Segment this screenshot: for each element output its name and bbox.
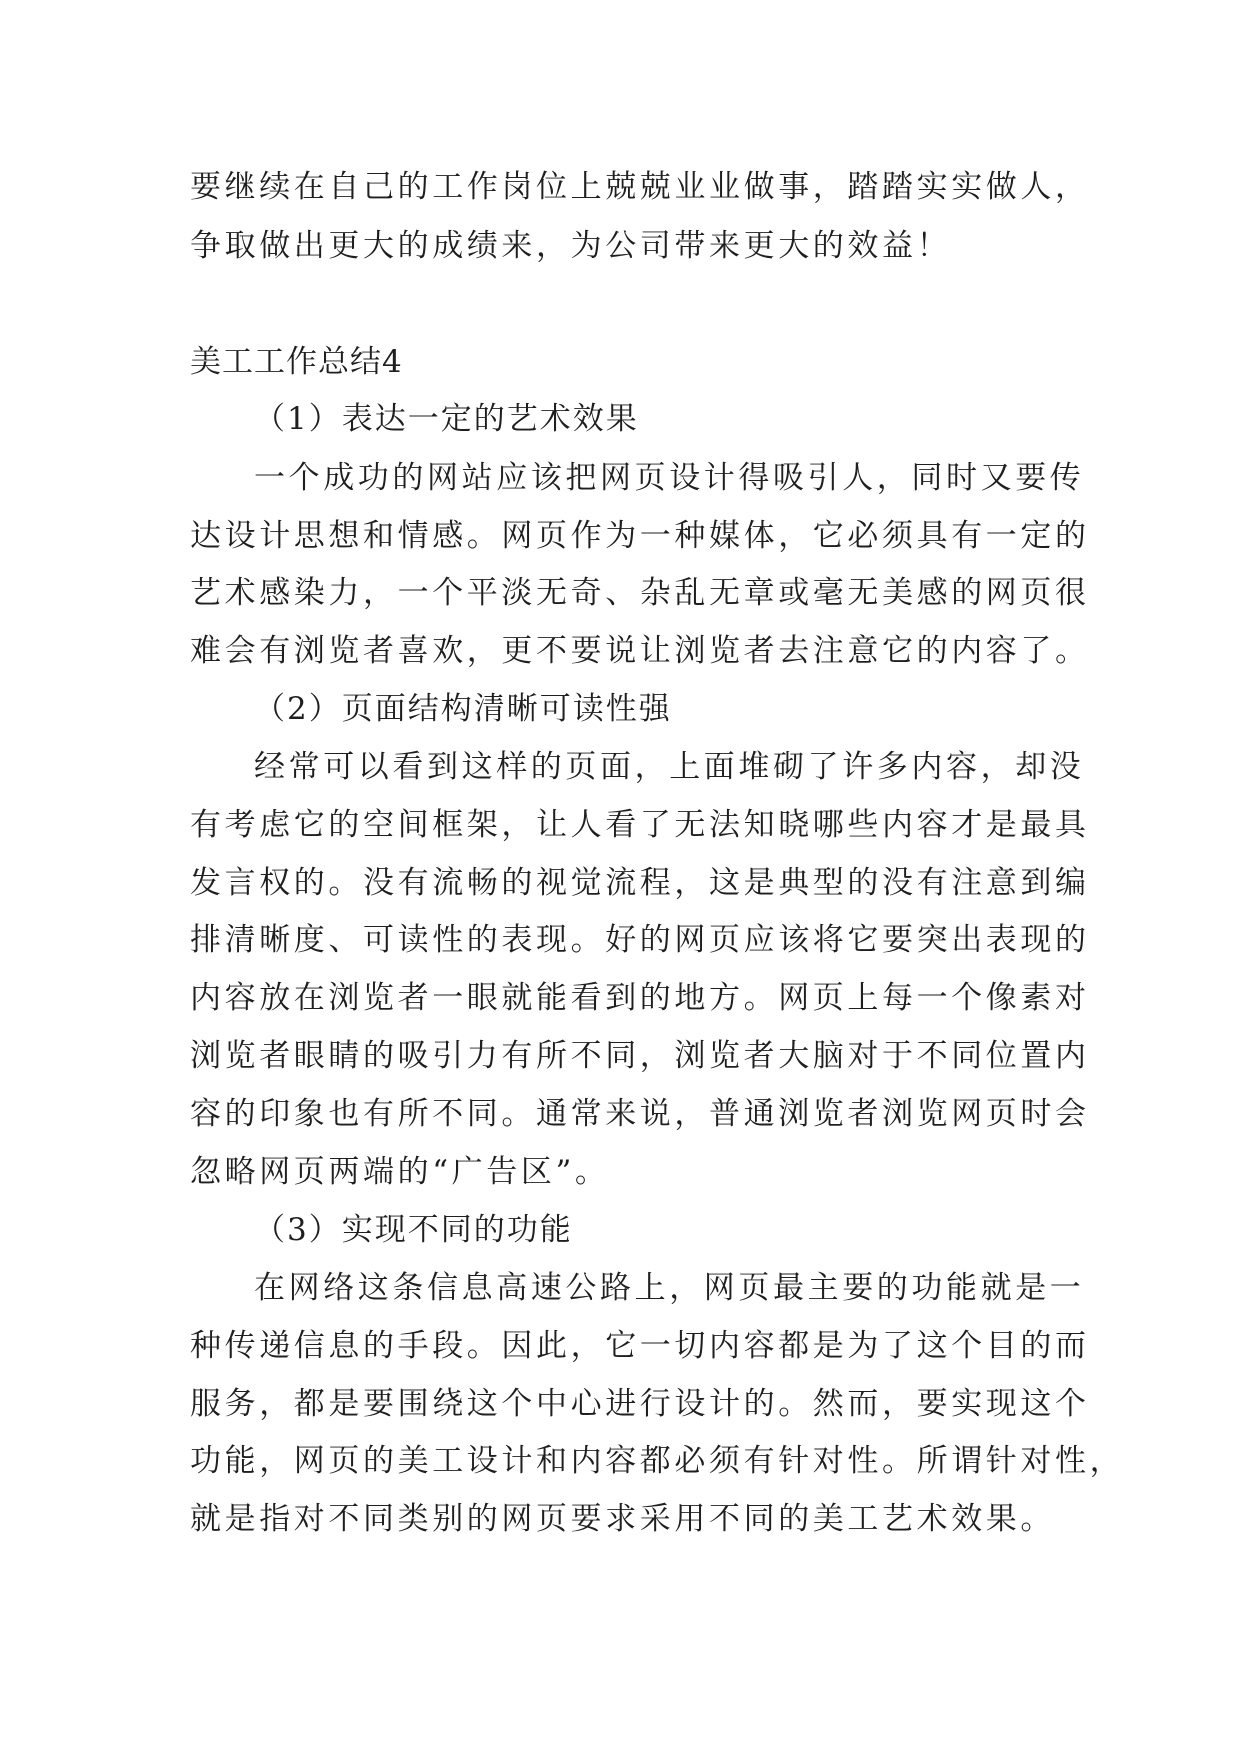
paragraph-line: 种传递信息的手段。因此，它一切内容都是为了这个目的而 [190, 1328, 1090, 1364]
paragraph-line: 争取做出更大的成绩来，为公司带来更大的效益！ [190, 228, 952, 264]
paragraph-line: 功能，网页的美工设计和内容都必须有针对性。所谓针对性， [190, 1443, 1125, 1479]
item-heading: （2）页面结构清晰可读性强 [254, 691, 672, 727]
paragraph-line: 达设计思想和情感。网页作为一种媒体，它必须具有一定的 [190, 518, 1090, 554]
section-title: 美工工作总结4 [190, 344, 403, 380]
paragraph-line: 容的印象也有所不同。通常来说，普通浏览者浏览网页时会 [190, 1096, 1090, 1132]
paragraph-line: 忽略网页两端的“广告区”。 [190, 1154, 610, 1190]
paragraph-line: 有考虑它的空间框架，让人看了无法知晓哪些内容才是最具 [190, 807, 1090, 843]
paragraph-line: 内容放在浏览者一眼就能看到的地方。网页上每一个像素对 [190, 980, 1090, 1016]
paragraph-line: 就是指对不同类别的网页要求采用不同的美工艺术效果。 [190, 1501, 1055, 1537]
item-heading: （3）实现不同的功能 [254, 1212, 573, 1248]
paragraph-line: 在网络这条信息高速公路上，网页最主要的功能就是一 [254, 1270, 1085, 1306]
paragraph-line: 艺术感染力，一个平淡无奇、杂乱无章或毫无美感的网页很 [190, 575, 1090, 611]
paragraph-line: 服务，都是要围绕这个中心进行设计的。然而，要实现这个 [190, 1386, 1090, 1422]
paragraph-line: 难会有浏览者喜欢，更不要说让浏览者去注意它的内容了。 [190, 633, 1090, 669]
paragraph-line: 要继续在自己的工作岗位上兢兢业业做事，踏踏实实做人， [190, 169, 1090, 205]
paragraph-line: 一个成功的网站应该把网页设计得吸引人，同时又要传 [254, 460, 1085, 496]
paragraph-line: 发言权的。没有流畅的视觉流程，这是典型的没有注意到编 [190, 865, 1090, 901]
paragraph-line: 浏览者眼睛的吸引力有所不同，浏览者大脑对于不同位置内 [190, 1038, 1090, 1074]
item-heading: （1）表达一定的艺术效果 [254, 401, 639, 437]
paragraph-line: 排清晰度、可读性的表现。好的网页应该将它要突出表现的 [190, 922, 1090, 958]
paragraph-line: 经常可以看到这样的页面，上面堆砌了许多内容，却没 [254, 749, 1085, 785]
